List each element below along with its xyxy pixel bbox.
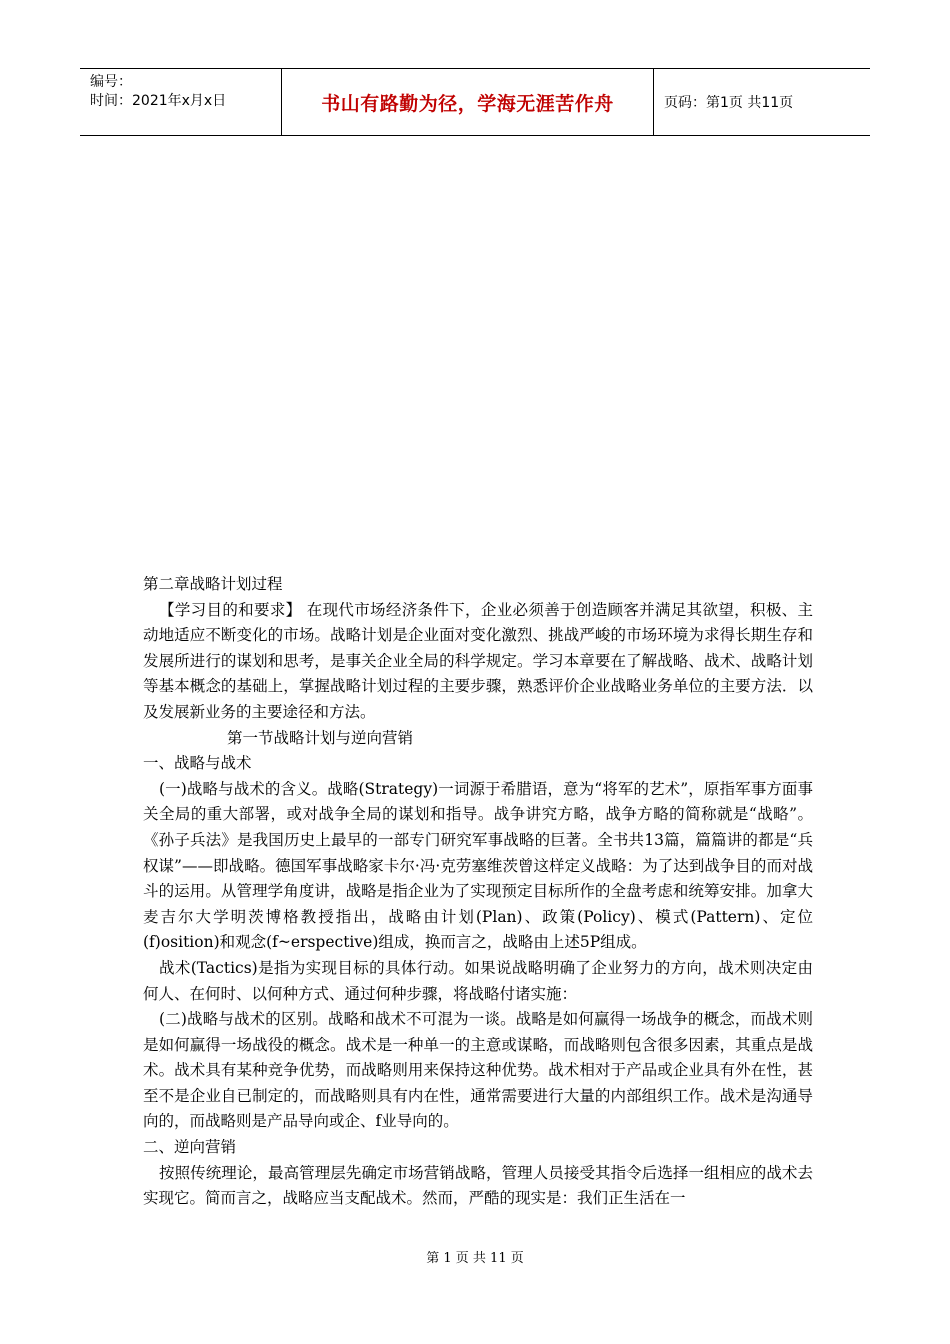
document-header	[80, 68, 870, 136]
objectives-paragraph: 【学习目的和要求】 在现代市场经济条件下，企业必须善于创造顾客并满足其欲望，积极、主动地适应不断变化的市场。战略计划是企业面对变化激烈、挑战严峻的市场环境为求得长期生存和发展所进行的谋划和思考，是事关企业全局的科学规定。学习本章要在了解战略、战术、战略计划等基本概念的基础上，掌握战略计划过程的主要步骤，熟悉评价企业战略业务单位的主要方法．以及发展新业务的主要途径和方法。	[143, 600, 813, 721]
heading-reverse-marketing: 二、逆向营销	[143, 1138, 237, 1157]
header-motto-cell	[282, 69, 654, 135]
header-info-cell	[80, 69, 282, 135]
header-motto: 书山有路勤为径，学海无涯苦作舟	[321, 92, 614, 115]
document-body	[143, 572, 813, 1212]
chapter-title: 第二章战略计划过程	[143, 575, 283, 593]
page-footer: 第 1 页 共 11 页	[426, 1251, 524, 1266]
paragraph-tactics: 战术(Tactics)是指为实现目标的具体行动。如果说战略明确了企业努力的方向，战术则决定由何人、在何时、以何种方式、通过何种步骤，将战略付诸实施：	[143, 958, 813, 1003]
heading-strategy-tactics: 一、战略与战术	[143, 754, 252, 773]
paragraph-difference: (二)战略与战术的区别。战略和战术不可混为一谈。战略是如何赢得一场战争的概念，而战术则是如何赢得一场战役的概念。战术是一种单一的主意或谋略，而战略则包含很多因素，其重点是战术。战术具有某种竞争优势，而战略则用来保持这种优势。战术相对于产品或企业具有外在性，甚至不是企业自已制定的，而战略则具有内在性，通常需要进行大量的内部组织工作。战术是沟通导向的，而战略则是产品导向或企、f业导向的。	[143, 1010, 813, 1131]
document-number-label: 编号：	[90, 74, 132, 90]
paragraph-definition: (一)战略与战术的含义。战略(Strategy)一词源于希腊语，意为“将军的艺术”，原指军事方面事关全局的重大部署，或对战争全局的谋划和指导。战争讲究方略，战争方略的简称就是“战略”。《孙子兵法》是我国历史上最早的一部专门研究军事战略的巨著。全书共13篇，篇篇讲的都是“兵权谋”——即战略。德国军事战略家卡尔·冯·克劳塞维茨曾这样定义战略：为了达到战争目的而对战斗的运用。从管理学角度讲，战略是指企业为了实现预定目标所作的全盘考虑和统筹安排。加拿大麦吉尔大学明茨博格教授指出，战略由计划(Plan)、政策(Policy)、模式(Pattern)、定位(f)osition)和观念(f~erspective)组成，换而言之，战略由上述5P组成。	[143, 779, 813, 952]
document-time-label: 时间：2021年x月x日	[90, 93, 227, 109]
header-page-cell	[654, 69, 870, 135]
section-title: 第一节战略计划与逆向营销	[227, 728, 414, 747]
header-page-label: 页码：第1页 共11页	[664, 95, 794, 111]
paragraph-reverse-marketing: 按照传统理论，最高管理层先确定市场营销战略，管理人员接受其指令后选择一组相应的战术去实现它。简而言之，战略应当支配战术。然而，严酷的现实是：我们正生活在一	[143, 1163, 813, 1208]
